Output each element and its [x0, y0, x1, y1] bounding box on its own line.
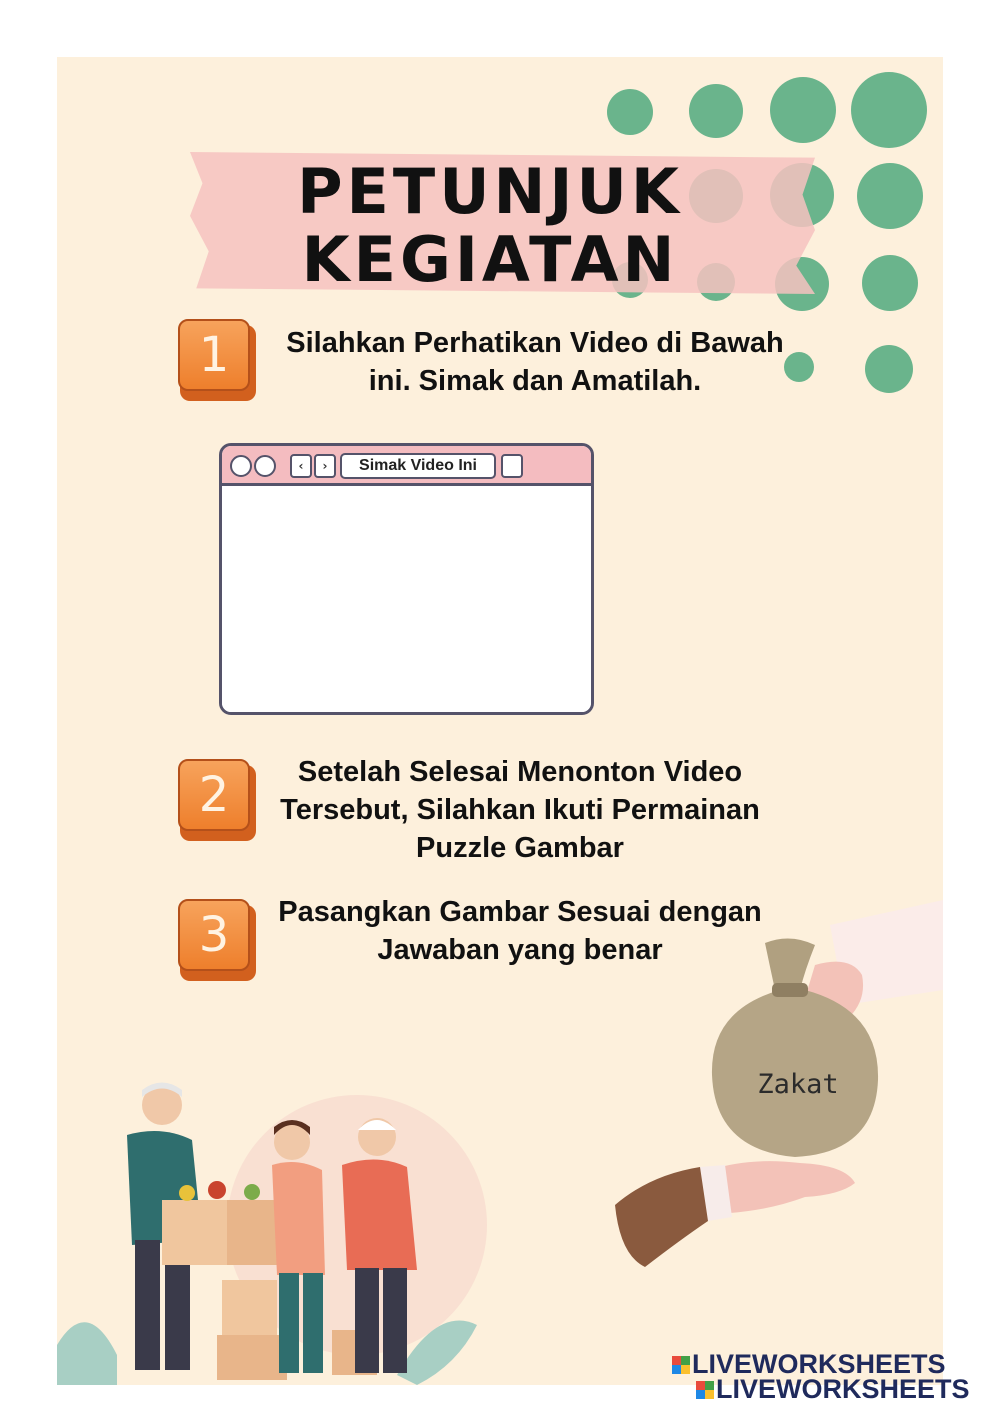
step-1-line: ini. Simak dan Amatilah. [368, 365, 702, 397]
step-2-line: Puzzle Gambar [416, 832, 624, 864]
video-area[interactable] [222, 486, 591, 712]
page-title [190, 152, 790, 294]
brand-logo-2 [696, 1374, 970, 1405]
decor-dot [607, 89, 653, 135]
window-square-icon [501, 454, 523, 478]
step-number: 2 [178, 759, 250, 831]
forward-arrow-icon: › [314, 454, 336, 478]
step-2-text [258, 753, 782, 867]
step-1-text [262, 324, 808, 400]
liveworksheets-logo-icon [696, 1381, 714, 1399]
decor-dot [857, 163, 923, 229]
step-3-line: Pasangkan Gambar Sesuai dengan [278, 896, 762, 928]
step-number: 1 [178, 319, 250, 391]
step-1-line: Silahkan Perhatikan Video di Bawah [286, 327, 784, 359]
number-3-icon [178, 899, 256, 977]
decor-dot [865, 345, 913, 393]
zakat-label: Zakat [757, 1069, 839, 1100]
charity-people-illustration [57, 1075, 497, 1385]
step-number: 3 [178, 899, 250, 971]
zakat-bag-icon [600, 895, 943, 1285]
browser-bar [222, 446, 591, 486]
back-arrow-icon: ‹ [290, 454, 312, 478]
decor-dot [770, 77, 836, 143]
number-2-icon [178, 759, 256, 837]
decor-dot [862, 255, 918, 311]
video-frame[interactable] [219, 443, 594, 715]
step-2-line: Tersebut, Silahkan Ikuti Permainan [280, 794, 760, 826]
brand-text: LIVEWORKSHEETS [716, 1374, 970, 1404]
step-3-line: Jawaban yang benar [377, 934, 663, 966]
step-2-line: Setelah Selesai Menonton Video [297, 756, 743, 788]
video-label: Simak Video Ini [340, 453, 496, 479]
window-circle-icon [230, 455, 252, 477]
number-1-icon [178, 319, 256, 397]
window-circle-icon [254, 455, 276, 477]
brand-text: LIVEWORKSHEETS [692, 1349, 946, 1379]
title-line-1: PETUNJUK [297, 155, 683, 228]
title-line-2: KEGIATAN [301, 223, 679, 296]
decor-dot [851, 72, 927, 148]
liveworksheets-logo-icon [672, 1356, 690, 1374]
decor-dot [689, 84, 743, 138]
